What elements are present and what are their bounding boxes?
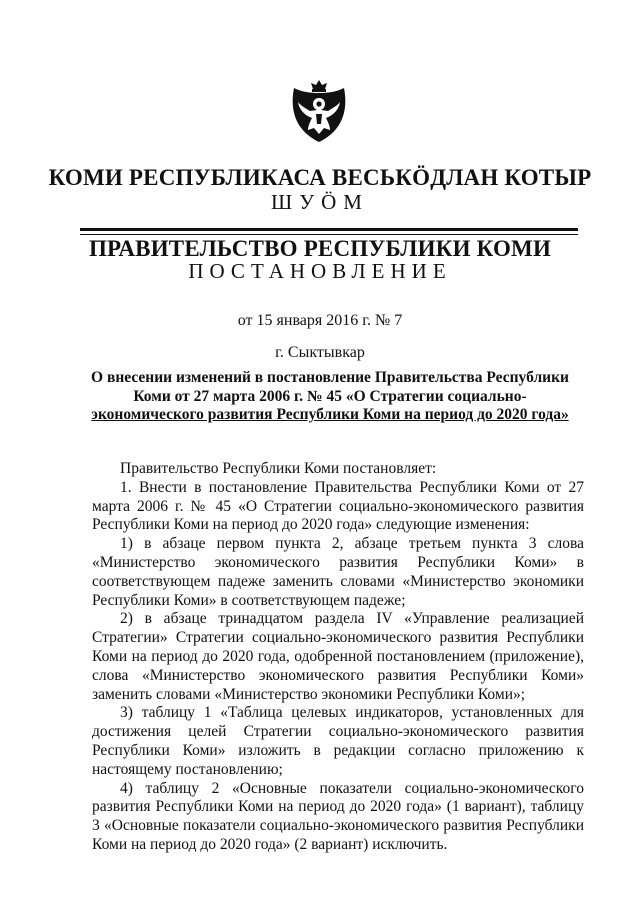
government-heading: ПРАВИТЕЛЬСТВО РЕСПУБЛИКИ КОМИ: [88, 236, 552, 261]
body-paragraph-5: 4) таблицу 2 «Основные показатели социально-экономического развития Республики Коми на период до 2020 года» (1 вариант), таблицу 3 «Основные показатели социально-экономического развития Республики Коми на период до 2020 года» (2 вариант) исключить.: [92, 779, 584, 853]
subject-line-1: О внесении изменений в постановление Правительства Республики: [91, 369, 569, 386]
document-city: г. Сыктывкар: [275, 344, 365, 361]
subject-line-2: Коми от 27 марта 2006 г. № 45 «О Стратегии социально-: [133, 387, 527, 405]
komi-document-type: ШУӦМ: [271, 190, 369, 214]
body-paragraph-2: 1) в абзаце первом пункта 2, абзаце третьем пункта 3 слова «Министерство экономического развития Республики Коми» в соответствующем падеже заменить словами «Министерство экономики Республики Коми» в соответствующем падеже;: [92, 535, 584, 609]
body-paragraph-4: 3) таблицу 1 «Таблица целевых индикаторов, установленных для достижения целей Стратегии социально-экономического развития Республики Коми» изложить в редакции согласно приложению к настоящему постановлению;: [92, 704, 584, 778]
document-subject: [90, 369, 570, 425]
body-paragraph-3: 2) в абзаце тринадцатом раздела IV «Управление реализацией Стратегии» Стратегии социально-экономического развития Республики Коми на период до 2020 года, одобренной постановлением (приложение), слова «Министерство экономического развития Республики Коми» заменить словами «Министерство экономики Республики Коми»;: [92, 610, 584, 703]
document-body: [92, 460, 584, 855]
coat-of-arms-icon: [288, 78, 350, 144]
subject-line-3: экономического развития Республики Коми на период до 2020 года»: [91, 406, 569, 423]
header-rule-thick: [80, 228, 578, 231]
document-date-number: от 15 января 2016 г. № 7: [237, 312, 403, 329]
body-intro: Правительство Республики Коми постановляет:: [120, 460, 437, 477]
document-type: ПОСТАНОВЛЕНИЕ: [188, 259, 452, 283]
komi-heading: КОМИ РЕСПУБЛИКАСА ВЕСЬКӦДЛАН КОТЫР: [48, 165, 592, 190]
header-rule-thin: [80, 234, 578, 235]
body-paragraph-1: 1. Внести в постановление Правительства Республики Коми от 27 марта 2006 г. № 45 «О Стратегии социально-экономического развития Республики Коми на период до 2020 года» следующие изменения:: [92, 478, 584, 534]
